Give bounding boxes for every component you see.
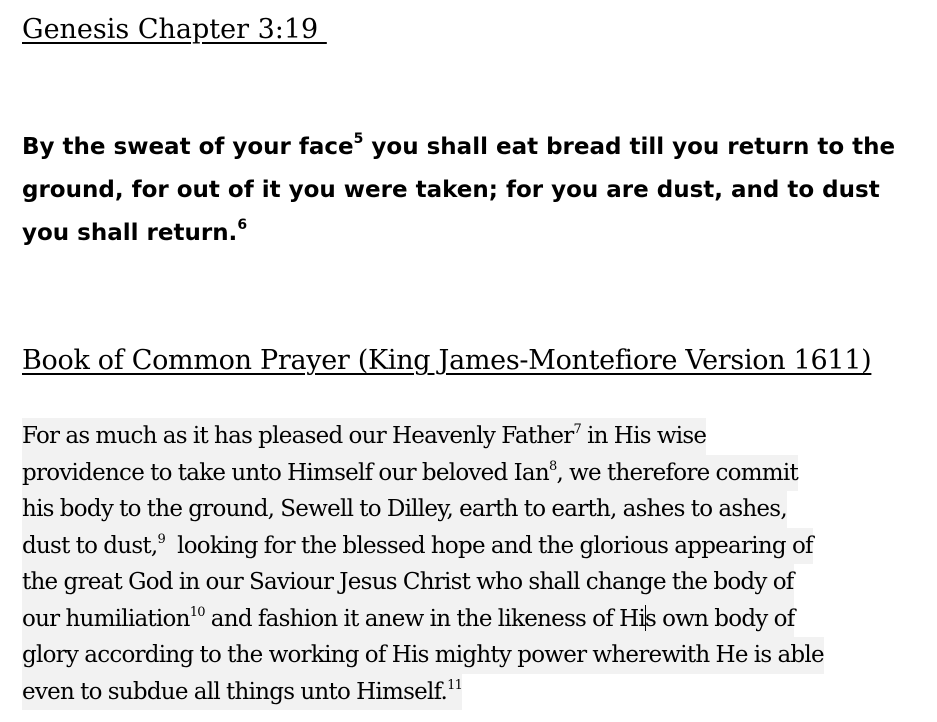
footnote-ref-8[interactable]: 8 — [548, 458, 557, 474]
prayer-text: and fashion it anew in the likeness of Hi — [204, 605, 645, 632]
prayer-text: dust to dust, — [22, 532, 158, 559]
footnote-ref-11[interactable]: 11 — [447, 677, 463, 693]
footnote-ref-9[interactable]: 9 — [157, 531, 165, 547]
footnote-ref-7[interactable]: 7 — [573, 422, 582, 438]
prayer-line — [22, 564, 794, 601]
prayer-line — [22, 601, 794, 638]
prayer-heading: Book of Common Prayer (King James-Montefiore Version 1611) — [22, 345, 872, 376]
footnote-ref-6[interactable]: 6 — [237, 217, 248, 234]
prayer-text: even to subdue all things unto Himself. — [22, 678, 448, 705]
prayer-text: the great God in our Saviour Jesus Christ who shall change the body of — [22, 569, 794, 595]
prayer-line — [22, 418, 706, 455]
prayer-paragraph[interactable] — [22, 418, 927, 710]
prayer-text: our humiliation — [22, 605, 190, 632]
prayer-text: in His wise — [581, 423, 707, 449]
prayer-text: looking for the blessed hope and the glorious appearing of — [164, 532, 813, 559]
genesis-verse — [22, 126, 922, 255]
footnote-ref-10[interactable]: 10 — [189, 604, 205, 620]
prayer-text: glory according to the working of His mighty power wherewith He is able — [22, 642, 824, 668]
prayer-line — [22, 528, 813, 565]
prayer-text: , we therefore commit — [556, 459, 798, 486]
genesis-heading: Genesis Chapter 3:19 — [22, 14, 327, 45]
verse-text: By the sweat of your face — [22, 134, 354, 160]
prayer-text: his body to the ground, Sewell to Dilley, earth to earth, ashes to ashes, — [22, 496, 787, 522]
prayer-line — [22, 491, 787, 528]
prayer-line — [22, 637, 824, 674]
prayer-line — [22, 674, 462, 711]
prayer-line — [22, 455, 798, 492]
verse-text: you shall eat bread till you return to the ground, for out of it you were taken; for you are dust, and to dust you shall return. — [22, 134, 896, 246]
footnote-ref-5[interactable]: 5 — [353, 131, 364, 148]
prayer-text: providence to take unto Himself our beloved Ian — [22, 459, 549, 486]
prayer-text: For as much as it has pleased our Heavenly Father — [22, 423, 574, 449]
prayer-text: s own body of — [644, 605, 795, 632]
